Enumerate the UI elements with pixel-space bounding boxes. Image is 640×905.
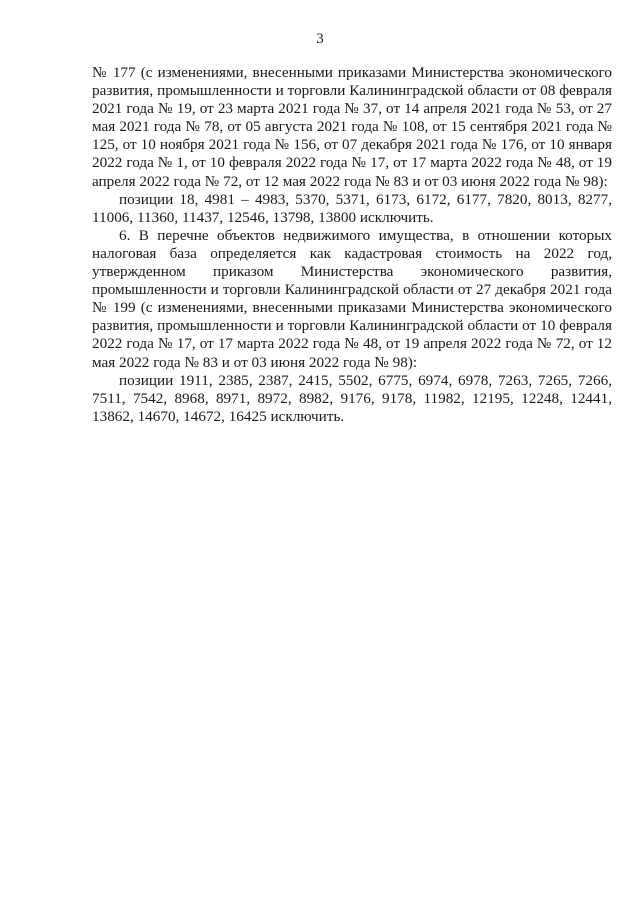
document-body <box>92 64 612 426</box>
paragraph-item-6: 6. В перечне объектов недвижимого имущества, в отношении которых налоговая база определяется как кадастровая стоимость на 2022 год, утвержденном приказом Министерства экономического развития, промышленности и торговли Калининградской области от 27 декабря 2021 года № 199 (с изменениями, внесенными приказами Министерства экономического развития, промышленности и торговли Калининградской области от 10 февраля 2022 года № 17, от 17 марта 2022 года № 48, от 19 апреля 2022 года № 72, от 12 мая 2022 года № 83 и от 03 июня 2022 года № 98): <box>92 226 612 371</box>
paragraph-amendments-list: № 177 (с изменениями, внесенными приказами Министерства экономического развития, промышленности и торговли Калининградской области от 08 февраля 2021 года № 19, от 23 марта 2021 года № 37, от 14 апреля 2021 года № 53, от 27 мая 2021 года № 78, от 05 августа 2021 года № 108, от 15 сентября 2021 года № 125, от 10 ноября 2021 года № 156, от 07 декабря 2021 года № 176, от 10 января 2022 года № 1, от 10 февраля 2022 года № 17, от 17 марта 2022 года № 48, от 19 апреля 2022 года № 72, от 12 мая 2022 года № 83 и от 03 июня 2022 года № 98): <box>92 64 612 190</box>
paragraph-positions-exclude-1: позиции 18, 4981 – 4983, 5370, 5371, 6173, 6172, 6177, 7820, 8013, 8277, 11006, 11360, 11437, 12546, 13798, 13800 исключить. <box>92 190 612 226</box>
paragraph-positions-exclude-2: позиции 1911, 2385, 2387, 2415, 5502, 6775, 6974, 6978, 7263, 7265, 7266, 7511, 7542, 8968, 8971, 8972, 8982, 9176, 9178, 11982, 12195, 12248, 12441, 13862, 14670, 14672, 16425 исключить. <box>92 371 612 425</box>
page-number: 3 <box>316 31 324 47</box>
